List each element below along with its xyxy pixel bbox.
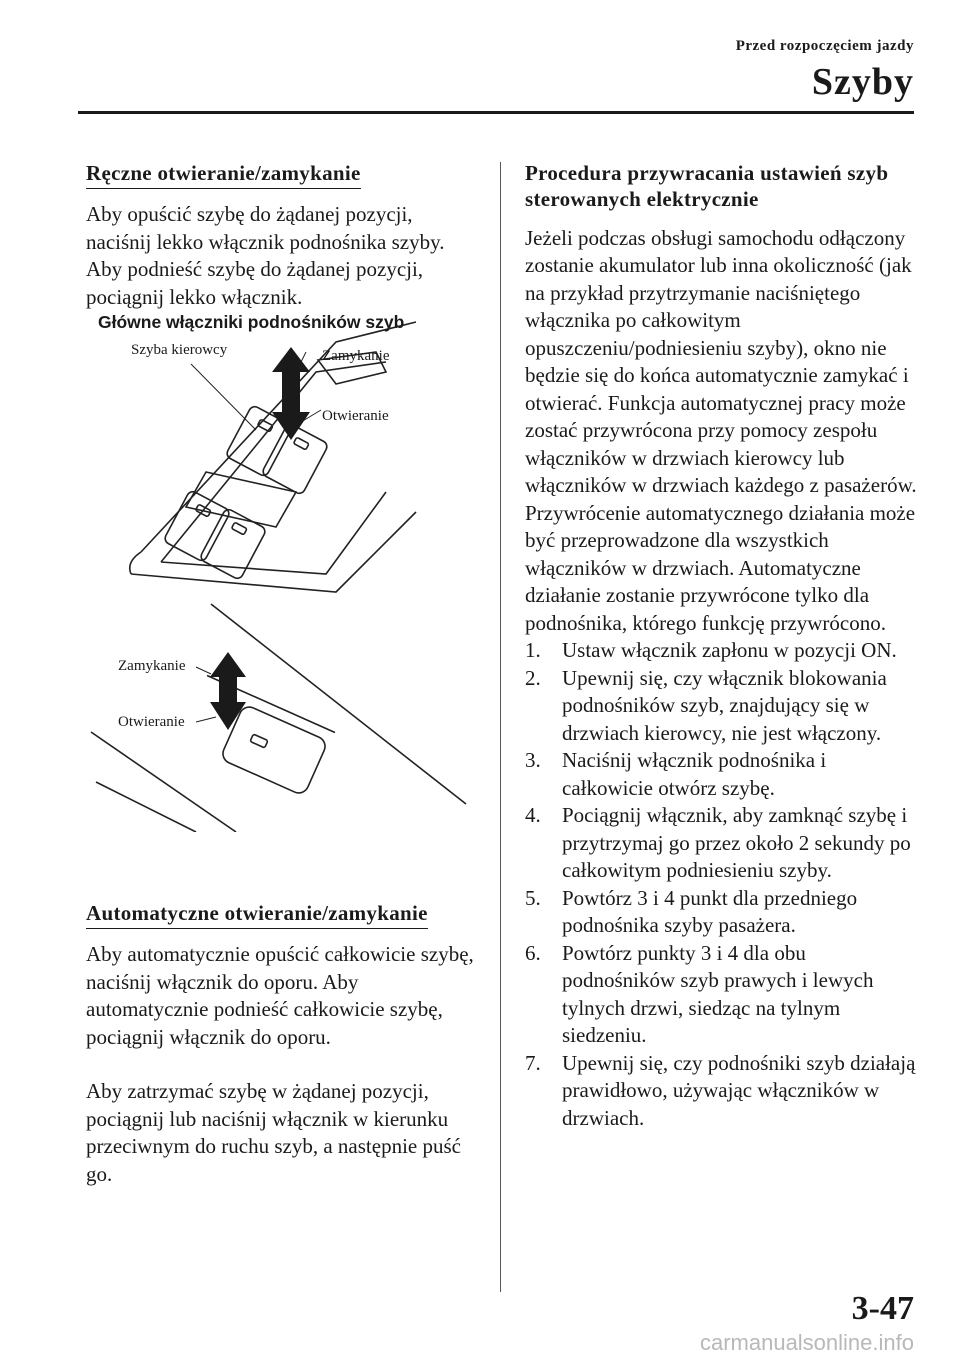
label-driver-window: Szyba kierowcy <box>131 342 228 358</box>
restore-intro: Jeżeli podczas obsługi samochodu odłączony zostanie akumulator lub inna okoliczność (jak na przykład przytrzymanie naciśniętego włącznika po całkowitym opuszczeniu/podniesieniu szyby), okno nie będzie się do końca automatycznie zamykać i otwierać. Funkcja automatycznej pracy może zostać przywrócona przy pomocy zespołu włączników w drzwiach kierowcy lub włączników w drzwiach każdego z pasażerów. <box>525 225 917 497</box>
list-item <box>525 747 920 802</box>
restore-steps <box>525 637 920 1132</box>
step-text: Powtórz 3 i 4 punkt dla przedniego podnośnika szyby pasażera. <box>562 885 858 937</box>
step-number: 1. <box>525 638 541 662</box>
stop-text: Aby zatrzymać szybę w żądanej pozycji, pociągnij lub naciśnij włącznik w kierunku przeciwnym do ruchu szyb, a następnie puść go. <box>86 1079 461 1186</box>
step-number: 7. <box>525 1050 541 1075</box>
list-item <box>525 1050 920 1133</box>
header-divider <box>78 111 914 114</box>
restore-heading: Procedura przywracania ustawień szyb sterowanych elektrycznie <box>525 161 889 212</box>
section-subtitle: Przed rozpoczęciem jazdy <box>735 38 914 54</box>
label-close-top: Zamykanie <box>322 348 390 364</box>
label-open-bottom: Otwieranie <box>118 714 185 730</box>
step-number: 5. <box>525 885 541 910</box>
auto-heading: Automatyczne otwieranie/zamykanie <box>86 900 428 929</box>
step-number: 3. <box>525 748 541 772</box>
list-item <box>525 940 920 1050</box>
window-switch-figure <box>86 312 481 832</box>
auto-text: Aby automatycznie opuścić całkowicie szybę, naciśnij włącznik do oporu. Aby automatycznie podnieść całkowicie szybę, pociągnij włącznik do oporu. <box>86 942 474 1049</box>
manual-heading: Ręczne otwieranie/zamykanie <box>86 160 361 189</box>
restore-intro-2: Przywrócenie automatycznego działania może być przeprowadzone dla wszystkich włączników w drzwiach. Automatyczne działanie zostanie przywrócone tylko dla podnośnika, którego funkcję przywrócono. <box>525 500 916 635</box>
section-title: Szyby <box>811 61 914 103</box>
label-close-bottom: Zamykanie <box>118 658 186 674</box>
left-column-lower <box>86 900 481 1188</box>
step-text: Naciśnij włącznik podnośnika i całkowicie otwórz szybę. <box>562 748 827 800</box>
window-switch-illustration <box>86 312 481 832</box>
figure-title: Główne włączniki podnośników szyb <box>98 312 405 332</box>
list-item <box>525 885 920 940</box>
watermark: carmanualsonline.info <box>699 1330 914 1355</box>
step-text: Pociągnij włącznik, aby zamknąć szybę i przytrzymaj go przez około 2 sekundy po całkowitym podniesieniu szyby. <box>562 803 911 882</box>
manual-text: Aby opuścić szybę do żądanej pozycji, naciśnij lekko włącznik podnośnika szyby. Aby podnieść szybę do żądanej pozycji, pociągnij lekko włącznik. <box>86 202 445 309</box>
right-column <box>525 160 920 1132</box>
label-open-top: Otwieranie <box>322 408 389 424</box>
left-column <box>86 160 481 311</box>
step-number: 6. <box>525 940 541 965</box>
step-text: Ustaw włącznik zapłonu w pozycji ON. <box>562 638 897 662</box>
list-item <box>525 802 920 885</box>
step-text: Powtórz punkty 3 i 4 dla obu podnośników szyb prawych i lewych tylnych drzwi, siedząc na tylnym siedzeniu. <box>562 940 874 1047</box>
list-item <box>525 665 920 748</box>
column-divider <box>500 162 501 1292</box>
page-number: 3-47 <box>851 1290 914 1327</box>
step-text: Upewnij się, czy podnośniki szyb działają prawidłowo, używając włączników w drzwiach. <box>562 1050 916 1130</box>
step-number: 4. <box>525 803 541 827</box>
list-item <box>525 637 920 665</box>
step-number: 2. <box>525 665 541 690</box>
step-text: Upewnij się, czy włącznik blokowania podnośników szyb, znajdujący się w drzwiach kierowcy, nie jest włączony. <box>562 665 887 745</box>
